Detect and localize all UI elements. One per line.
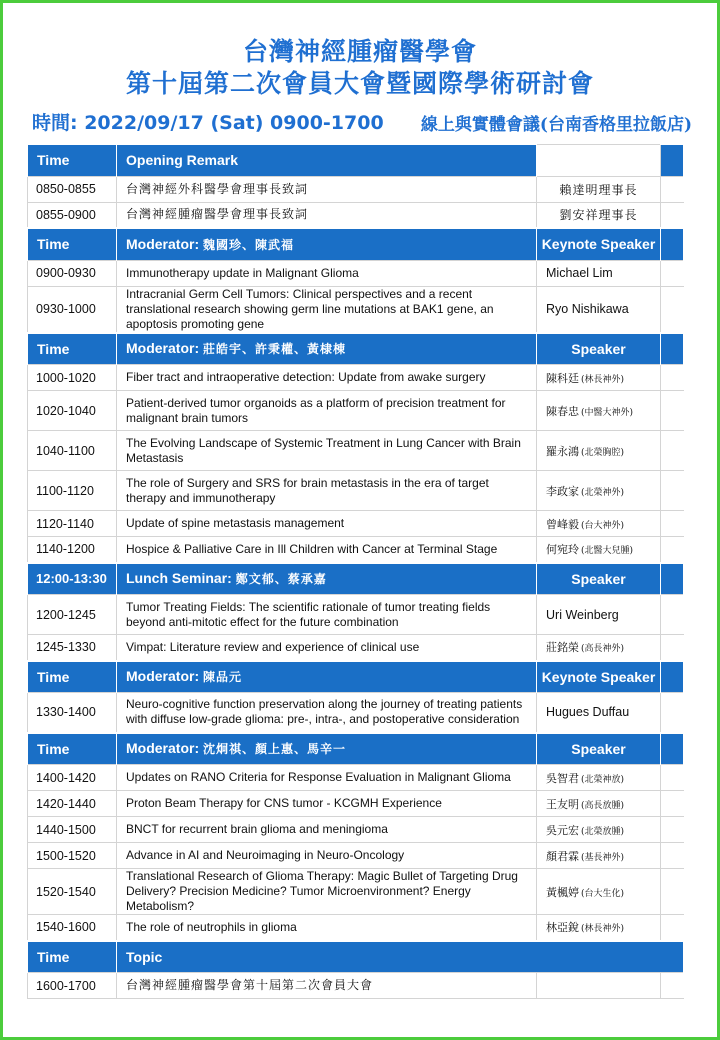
- row-time: 1100-1120: [28, 471, 117, 511]
- table-row: [28, 431, 684, 471]
- section-header: [28, 144, 684, 176]
- table-row: [28, 973, 684, 999]
- row-topic: Updates on RANO Criteria for Response Evaluation in Malignant Glioma: [117, 765, 537, 791]
- row-time: 1420-1440: [28, 791, 117, 817]
- row-time: 1330-1400: [28, 693, 117, 733]
- row-topic: The Evolving Landscape of Systemic Treatment in Lung Cancer with Brain Metastasis: [117, 431, 537, 471]
- section-speaker-label: Speaker: [537, 733, 661, 765]
- row-speaker: 李政家 (北榮神外): [537, 471, 661, 511]
- section-time-label: Time: [28, 733, 117, 765]
- table-row: [28, 869, 684, 915]
- row-speaker: [537, 973, 661, 999]
- row-topic: 台灣神經腫瘤醫學會理事長致詞: [117, 202, 537, 228]
- row-topic: Fiber tract and intraoperative detection: Update from awake surgery: [117, 365, 537, 391]
- section-title: Lunch Seminar: 鄭文郁、蔡承嘉: [117, 563, 537, 595]
- table-row: [28, 595, 684, 635]
- row-topic: Translational Research of Glioma Therapy: Magic Bullet of Targeting Drug Delivery? Precision Medicine? Tumor Microenvironment? Energy Metabolism?: [117, 869, 537, 915]
- row-time: 0855-0900: [28, 202, 117, 228]
- row-topic: Intracranial Germ Cell Tumors: Clinical perspectives and a recent translational research showing germ line mutations at BAK1 gene, an apoptosis promoting gene: [117, 286, 537, 333]
- row-topic: 台灣神經腫瘤醫學會第十屆第二次會員大會: [117, 973, 537, 999]
- row-speaker: Michael Lim: [537, 260, 661, 286]
- row-time: 1140-1200: [28, 537, 117, 563]
- row-speaker: 林亞銳 (林長神外): [537, 915, 661, 941]
- section-header: [28, 733, 684, 765]
- row-speaker: 賴達明理事長: [537, 176, 661, 202]
- section-title: Moderator: 陳品元: [117, 661, 537, 693]
- event-venue: 線上與實體會議(台南香格里拉飯店): [420, 115, 692, 135]
- row-time: 0930-1000: [28, 286, 117, 333]
- table-row: [28, 391, 684, 431]
- row-time: 1120-1140: [28, 511, 117, 537]
- section-time-label: 12:00-13:30: [28, 563, 117, 595]
- section-speaker-label: Speaker: [537, 563, 661, 595]
- row-topic: Proton Beam Therapy for CNS tumor - KCGMH Experience: [117, 791, 537, 817]
- row-topic: Update of spine metastasis management: [117, 511, 537, 537]
- row-topic: Neuro-cognitive function preservation along the journey of treating patients with diffuse low-grade glioma: pre-, intra-, and postoperative consideration: [117, 693, 537, 733]
- section-time-label: Time: [28, 228, 117, 260]
- table-row: [28, 843, 684, 869]
- section-title: Moderator: 沈炯祺、顏上惠、馬辛一: [117, 733, 537, 765]
- section-title: Topic: [117, 941, 684, 973]
- section-header: [28, 661, 684, 693]
- table-row: [28, 202, 684, 228]
- row-speaker: Ryo Nishikawa: [537, 286, 661, 333]
- table-row: [28, 471, 684, 511]
- table-row: [28, 817, 684, 843]
- row-topic: Immunotherapy update in Malignant Glioma: [117, 260, 537, 286]
- table-row: [28, 693, 684, 733]
- row-topic: Advance in AI and Neuroimaging in Neuro-Oncology: [117, 843, 537, 869]
- row-speaker: 王友明 (高長放腫): [537, 791, 661, 817]
- section-time-label: Time: [28, 661, 117, 693]
- table-row: [28, 537, 684, 563]
- page-subtitle: 第十屆第二次會員大會暨國際學術研討會: [125, 69, 594, 98]
- row-speaker: 顏君霖 (基長神外): [537, 843, 661, 869]
- table-row: [28, 365, 684, 391]
- row-time: 1040-1100: [28, 431, 117, 471]
- table-row: [28, 286, 684, 333]
- row-speaker: Uri Weinberg: [537, 595, 661, 635]
- row-time: 1500-1520: [28, 843, 117, 869]
- row-speaker: 劉安祥理事長: [537, 202, 661, 228]
- table-row: [28, 791, 684, 817]
- section-title: Opening Remark: [117, 144, 537, 176]
- table-row: [28, 260, 684, 286]
- row-time: 1200-1245: [28, 595, 117, 635]
- row-time: 1440-1500: [28, 817, 117, 843]
- table-row: [28, 635, 684, 661]
- table-row: [28, 915, 684, 941]
- table-row: [28, 511, 684, 537]
- table-row: [28, 176, 684, 202]
- section-header: [28, 941, 684, 973]
- row-speaker: 莊銘榮 (高長神外): [537, 635, 661, 661]
- section-header: [28, 333, 684, 365]
- row-time: 1020-1040: [28, 391, 117, 431]
- row-time: 0850-0855: [28, 176, 117, 202]
- section-header-pad: [661, 144, 684, 176]
- section-header: [28, 228, 684, 260]
- section-time-label: Time: [28, 144, 117, 176]
- row-time: 1400-1420: [28, 765, 117, 791]
- section-speaker-label: [537, 144, 661, 176]
- row-time: 0900-0930: [28, 260, 117, 286]
- row-topic: The role of neutrophils in glioma: [117, 915, 537, 941]
- section-speaker-label: Keynote Speaker: [537, 228, 661, 260]
- row-speaker: 曾峰毅 (台大神外): [537, 511, 661, 537]
- row-speaker: 吳元宏 (北榮放腫): [537, 817, 661, 843]
- row-time: 1600-1700: [28, 973, 117, 999]
- table-row: [28, 765, 684, 791]
- section-title: Moderator: 魏國珍、陳武福: [117, 228, 537, 260]
- row-time: 1245-1330: [28, 635, 117, 661]
- row-topic: 台灣神經外科醫學會理事長致詞: [117, 176, 537, 202]
- section-title: Moderator: 莊皓宇、許秉權、黃棣棟: [117, 333, 537, 365]
- row-topic: The role of Surgery and SRS for brain metastasis in the era of target therapy and immunotherapy: [117, 471, 537, 511]
- row-speaker: 羅永鴻 (北榮胸腔): [537, 431, 661, 471]
- section-header: [28, 563, 684, 595]
- row-speaker: 陳春忠 (中醫大神外): [537, 391, 661, 431]
- row-topic: Vimpat: Literature review and experience of clinical use: [117, 635, 537, 661]
- schedule-table: [27, 143, 684, 999]
- page-title: 台灣神經腫瘤醫學會: [242, 37, 477, 66]
- row-topic: Hospice & Palliative Care in Ill Children with Cancer at Terminal Stage: [117, 537, 537, 563]
- row-topic: Tumor Treating Fields: The scientific rationale of tumor treating fields beyond anti-mitotic effect for the future combination: [117, 595, 537, 635]
- row-time: 1520-1540: [28, 869, 117, 915]
- row-topic: BNCT for recurrent brain glioma and meningioma: [117, 817, 537, 843]
- row-speaker: Hugues Duffau: [537, 693, 661, 733]
- row-speaker: 陳科廷 (林長神外): [537, 365, 661, 391]
- row-topic: Patient-derived tumor organoids as a platform of precision treatment for malignant brain tumors: [117, 391, 537, 431]
- section-speaker-label: Keynote Speaker: [537, 661, 661, 693]
- section-speaker-label: Speaker: [537, 333, 661, 365]
- section-time-label: Time: [28, 941, 117, 973]
- section-time-label: Time: [28, 333, 117, 365]
- row-speaker: 吳智君 (北榮神放): [537, 765, 661, 791]
- row-time: 1000-1020: [28, 365, 117, 391]
- row-speaker: 黃楓婷 (台大生化): [537, 869, 661, 915]
- event-datetime: 時間: 2022/09/17 (Sat) 0900-1700: [32, 112, 384, 134]
- row-time: 1540-1600: [28, 915, 117, 941]
- row-speaker: 何宛玲 (北醫大兒腫): [537, 537, 661, 563]
